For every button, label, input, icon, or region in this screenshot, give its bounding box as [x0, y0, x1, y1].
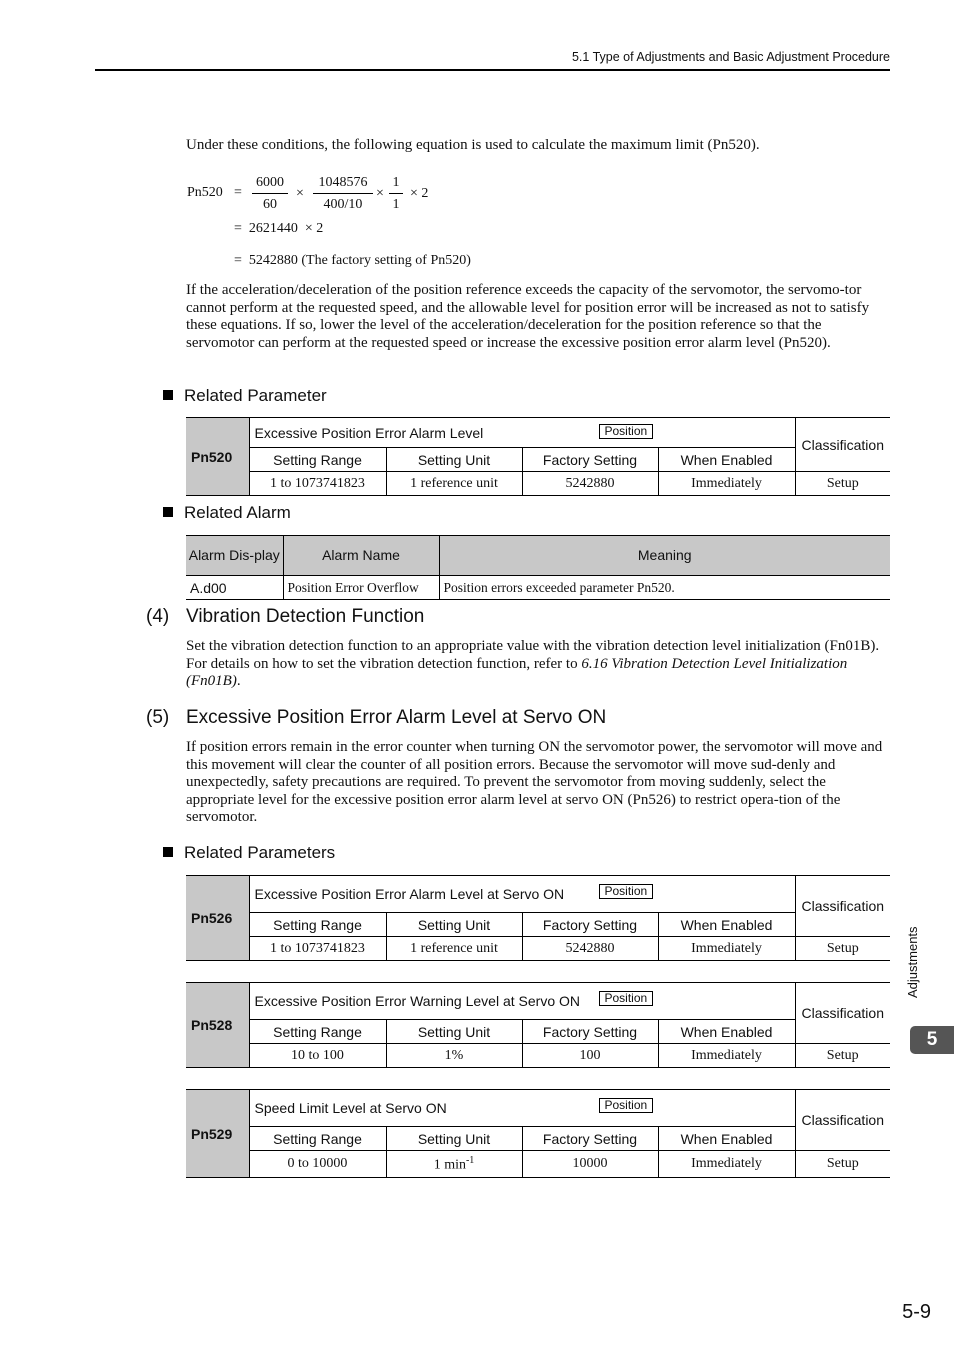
section-4-title: Vibration Detection Function — [186, 606, 425, 627]
parameter-name: Speed Limit Level at Servo ON — [254, 1100, 447, 1116]
related-alarm-heading — [163, 503, 291, 523]
equation-line-2: = 2621440 × 2 — [234, 221, 324, 236]
section-5-paragraph: If position errors remain in the error counter when turning ON the servomotor power, the servomotor will move and this movement will clear the counter of all position errors. Because the servomotor will move sud-denly and unexpectedly, safety precautions are required. To prevent the servomotor from moving suddenly, select the appropriate level for the excessive position error alarm level at servo ON (Pn526) to restrict opera-tion of the servomotor. — [186, 739, 883, 826]
square-bullet-icon — [163, 847, 173, 857]
alarm-display-header: Alarm Dis-play — [186, 536, 283, 576]
classification-header: Classification — [795, 983, 890, 1044]
paragraph-acceleration: If the acceleration/deceleration of the position reference exceeds the capacity of the servomotor, the servomo-tor cannot perform at the requested speed, and the allowable level for position error will be increased as not to satisfy these equations. If so, lower the level of the acceleration/deceleration for the position reference so that the servomotor can perform at the requested speed or increase the excessive position error alarm level (Pn520). — [186, 282, 870, 351]
setting-unit-value: 1 reference unit — [386, 472, 522, 496]
setting-unit-value: 1% — [386, 1044, 522, 1068]
fraction-3 — [389, 174, 403, 214]
factory-setting-value: 100 — [522, 1044, 658, 1068]
when-enabled-value: Immediately — [658, 1151, 795, 1178]
parameter-name-cell — [249, 876, 795, 913]
related-parameter-heading — [163, 386, 327, 406]
when-enabled-header: When Enabled — [658, 1020, 795, 1044]
fraction-bar — [389, 193, 403, 194]
alarm-name-value: Position Error Overflow — [283, 576, 439, 600]
when-enabled-value: Immediately — [658, 472, 795, 496]
when-enabled-header: When Enabled — [658, 448, 795, 472]
section-4-number: (4) — [146, 606, 170, 627]
position-badge: Position — [599, 1098, 654, 1113]
classification-value: Setup — [795, 1044, 890, 1068]
setting-range-value: 1 to 1073741823 — [249, 937, 386, 961]
related-parameters-heading — [163, 843, 335, 863]
parameter-name: Excessive Position Error Alarm Level — [254, 424, 484, 441]
setting-unit-value: 1 reference unit — [386, 937, 522, 961]
classification-header: Classification — [795, 418, 890, 472]
fraction-2 — [313, 174, 373, 214]
classification-header: Classification — [795, 876, 890, 937]
alarm-name-header: Alarm Name — [283, 536, 439, 576]
parameter-name-cell — [249, 1090, 795, 1127]
setting-unit-value-cell — [386, 1151, 522, 1178]
classification-value: Setup — [795, 937, 890, 961]
equation-tail: × 2 — [410, 186, 429, 201]
equation-lhs: Pn520 — [187, 185, 223, 200]
fraction-1 — [252, 174, 288, 214]
parameter-table-pn528 — [186, 982, 890, 1068]
intro-paragraph: Under these conditions, the following equation is used to calculate the maximum limit (Pn520). — [186, 137, 760, 153]
setting-range-value: 1 to 1073741823 — [249, 472, 386, 496]
times-sign: × — [296, 186, 304, 201]
parameter-name-cell — [249, 983, 795, 1020]
factory-setting-value: 5242880 — [522, 937, 658, 961]
related-parameters-heading-text: Related Parameters — [184, 843, 336, 862]
position-badge: Position — [599, 424, 654, 439]
alarm-display-value: A.d00 — [186, 576, 283, 600]
when-enabled-value: Immediately — [658, 937, 795, 961]
when-enabled-value: Immediately — [658, 1044, 795, 1068]
meaning-header: Meaning — [439, 536, 890, 576]
factory-setting-header: Factory Setting — [522, 1127, 658, 1151]
setting-unit-header: Setting Unit — [386, 1020, 522, 1044]
section-5-title: Excessive Position Error Alarm Level at Servo ON — [186, 707, 607, 728]
parameter-name: Excessive Position Error Warning Level at Servo ON — [254, 993, 580, 1009]
section-4-text: Set the vibration detection function to an appropriate value with the vibration detection level initialization (Fn01B). For details on how to set the vibration detection function, refer to — [186, 638, 880, 672]
fraction-bar — [313, 193, 373, 194]
parameter-table-pn520 — [186, 417, 890, 496]
parameter-table-pn526 — [186, 875, 890, 961]
setting-unit-header: Setting Unit — [386, 913, 522, 937]
factory-setting-value: 10000 — [522, 1151, 658, 1178]
fraction-2-denominator: 400/10 — [323, 197, 363, 212]
fraction-bar — [252, 193, 288, 194]
parameter-number: Pn526 — [186, 876, 249, 961]
setting-unit-value: 1 min — [433, 1157, 466, 1173]
parameter-name: Excessive Position Error Alarm Level at Servo ON — [254, 886, 565, 902]
parameter-number: Pn520 — [186, 418, 249, 496]
header-rule — [95, 69, 890, 71]
section-5-number: (5) — [146, 707, 170, 728]
parameter-table-pn529 — [186, 1089, 890, 1178]
fraction-3-denominator: 1 — [392, 197, 400, 212]
section-4-reference: 6.16 Vibration Detection Level Initialization (Fn01B) — [186, 655, 848, 690]
factory-setting-header: Factory Setting — [522, 913, 658, 937]
meaning-value: Position errors exceeded parameter Pn520. — [439, 576, 890, 600]
position-badge: Position — [599, 884, 654, 899]
section-4-paragraph — [186, 638, 890, 691]
factory-setting-header: Factory Setting — [522, 448, 658, 472]
alarm-table — [186, 535, 890, 600]
page-number: 5-9 — [902, 1301, 931, 1323]
equation-line-3: = 5242880 (The factory setting of Pn520) — [234, 253, 471, 268]
when-enabled-header: When Enabled — [658, 1127, 795, 1151]
classification-value: Setup — [795, 1151, 890, 1178]
chapter-tab: 5 — [910, 1026, 954, 1054]
fraction-1-numerator: 6000 — [256, 175, 284, 190]
parameter-name-cell — [249, 418, 795, 448]
setting-range-value: 10 to 100 — [249, 1044, 386, 1068]
related-alarm-heading-text: Related Alarm — [184, 503, 291, 522]
fraction-2-numerator: 1048576 — [318, 175, 368, 190]
position-badge: Position — [599, 991, 654, 1006]
classification-value: Setup — [795, 472, 890, 496]
setting-range-value: 0 to 10000 — [249, 1151, 386, 1178]
chapter-side-label: Adjustments — [905, 926, 920, 998]
setting-unit-exponent: -1 — [465, 1154, 475, 1166]
square-bullet-icon — [163, 507, 173, 517]
section-4-text-end: . — [236, 673, 241, 690]
setting-range-header: Setting Range — [249, 1127, 386, 1151]
when-enabled-header: When Enabled — [658, 913, 795, 937]
factory-setting-header: Factory Setting — [522, 1020, 658, 1044]
square-bullet-icon — [163, 390, 173, 400]
setting-unit-header: Setting Unit — [386, 448, 522, 472]
related-parameter-heading-text: Related Parameter — [184, 386, 327, 405]
setting-range-header: Setting Range — [249, 913, 386, 937]
equation-equals: = — [234, 185, 242, 200]
setting-range-header: Setting Range — [249, 1020, 386, 1044]
classification-header: Classification — [795, 1090, 890, 1151]
fraction-1-denominator: 60 — [263, 197, 277, 212]
running-header: 5.1 Type of Adjustments and Basic Adjustment Procedure — [571, 50, 890, 64]
parameter-number: Pn529 — [186, 1090, 249, 1178]
factory-setting-value: 5242880 — [522, 472, 658, 496]
times-sign: × — [376, 186, 384, 201]
setting-unit-header: Setting Unit — [386, 1127, 522, 1151]
fraction-3-numerator: 1 — [392, 175, 400, 190]
parameter-number: Pn528 — [186, 983, 249, 1068]
setting-range-header: Setting Range — [249, 448, 386, 472]
